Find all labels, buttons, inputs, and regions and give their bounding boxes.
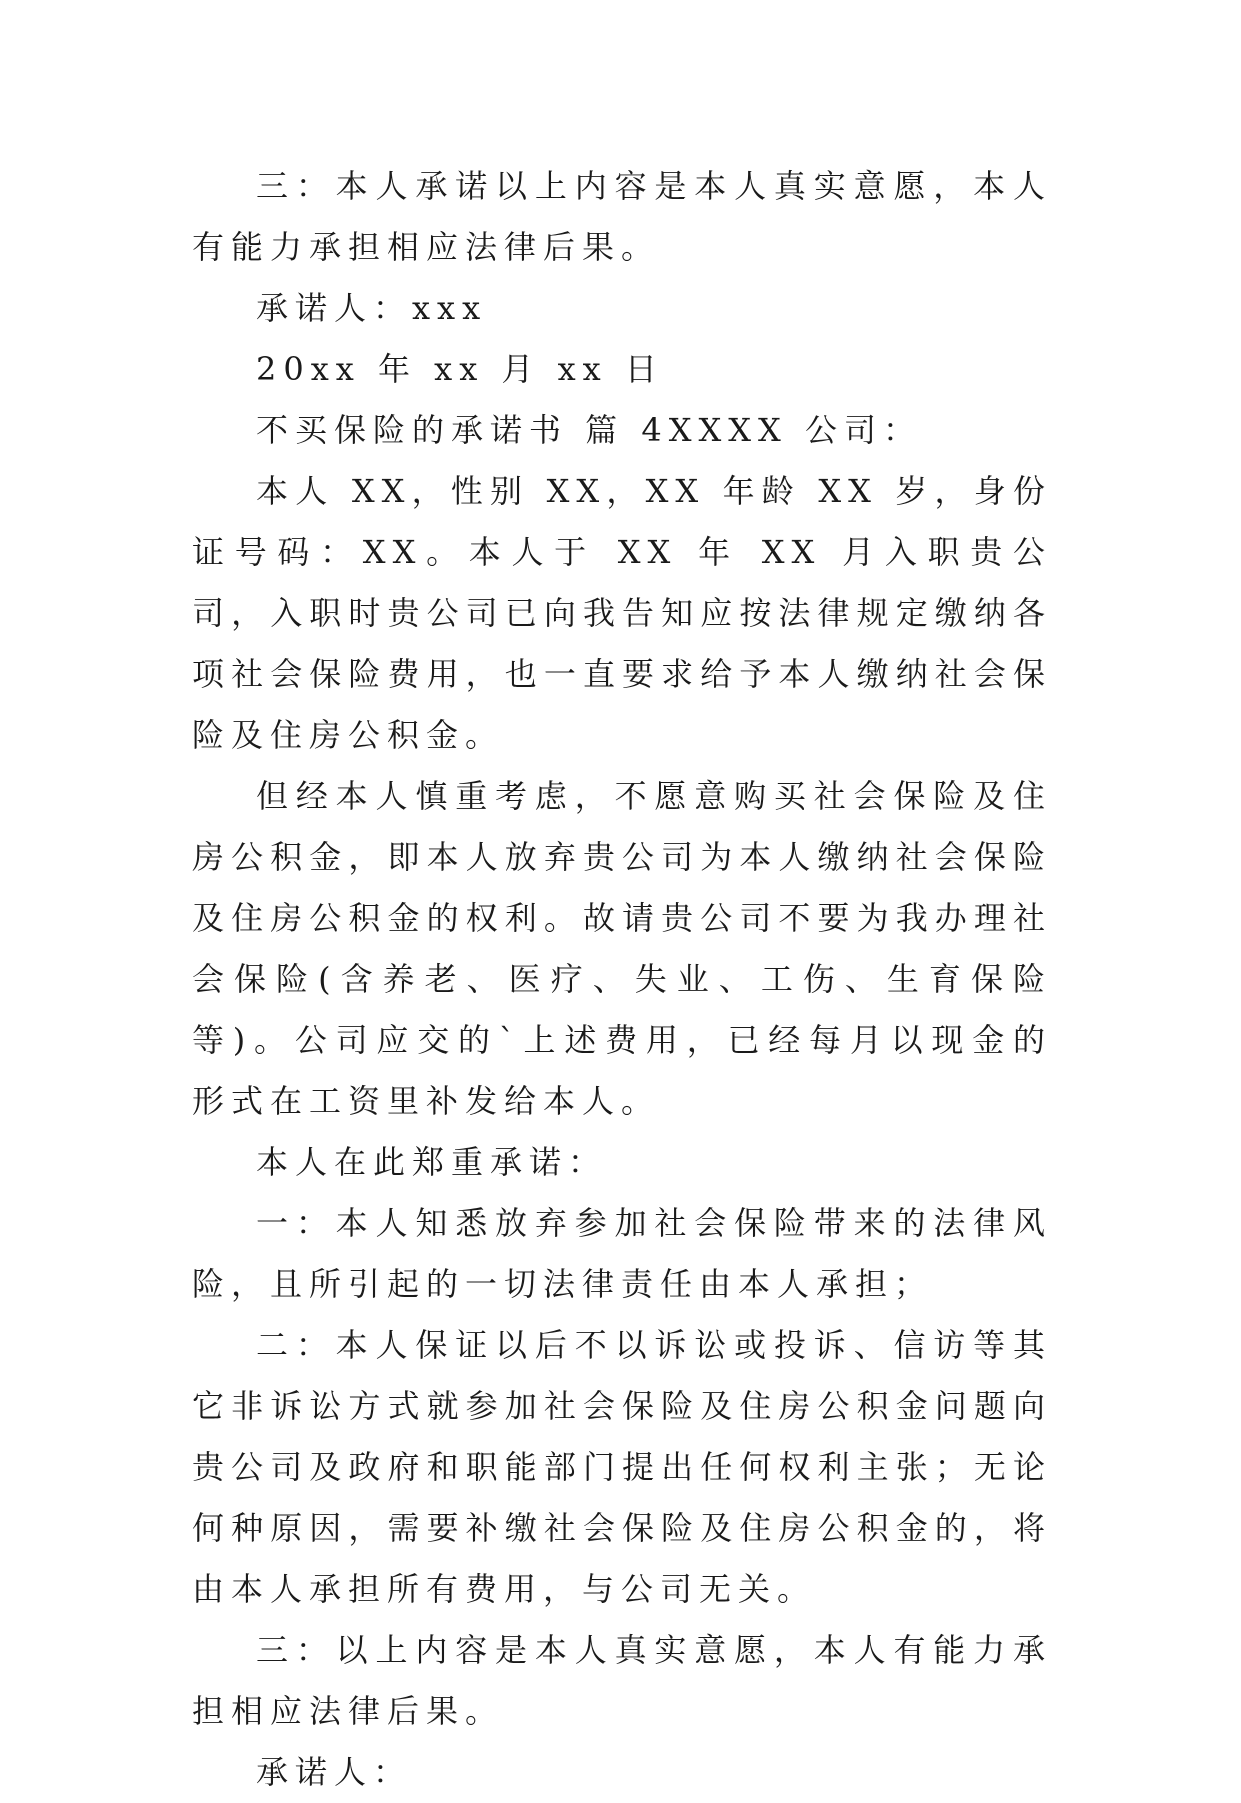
- paragraph-section-heading: 不买保险的承诺书 篇 4XXXX 公司：: [256, 411, 923, 449]
- paragraph-decision: 但经本人慎重考虑，不愿意购买社会保险及住房公积金，即本人放弃贵公司为本人缴纳社会保险及住房公积金的权利。故请贵公司不要为我办理社会保险(含养老、医疗、失业、工伤、生育保险等)。公司应交的`上述费用，已经每月以现金的形式在工资里补发给本人。: [192, 777, 1052, 1120]
- paragraph-promise-three-repeat: 三：以上内容是本人真实意愿，本人有能力承担相应法律后果。: [192, 1631, 1052, 1730]
- paragraph-signatory-label: 承诺人：xxx: [256, 289, 488, 327]
- paragraph-promise-two: 二：本人保证以后不以诉讼或投诉、信访等其它非诉讼方式就参加社会保险及住房公积金问题向贵公司及政府和职能部门提出任何权利主张；无论何种原因，需要补缴社会保险及住房公积金的，将由本人承担所有费用，与公司无关。: [192, 1326, 1052, 1608]
- paragraph-promise-one: 一：本人知悉放弃参加社会保险带来的法律风险，且所引起的一切法律责任由本人承担；: [192, 1204, 1052, 1303]
- paragraph-date: 20xx 年 xx 月 xx 日: [256, 350, 664, 388]
- paragraph-solemn-promise: 本人在此郑重承诺：: [256, 1143, 608, 1181]
- paragraph-signatory-final: 承诺人：: [256, 1753, 413, 1791]
- document-body: [192, 156, 1052, 1803]
- paragraph-personal-info: 本人 XX，性别 XX，XX 年龄 XX 岁，身份证号码：XX。本人于 XX 年 XX 月入职贵公司，入职时贵公司已向我告知应按法律规定缴纳各项社会保险费用，也一直要求给予本人缴纳社会保险及住房公积金。: [192, 472, 1052, 754]
- paragraph-promise-three: 三：本人承诺以上内容是本人真实意愿，本人有能力承担相应法律后果。: [192, 167, 1052, 266]
